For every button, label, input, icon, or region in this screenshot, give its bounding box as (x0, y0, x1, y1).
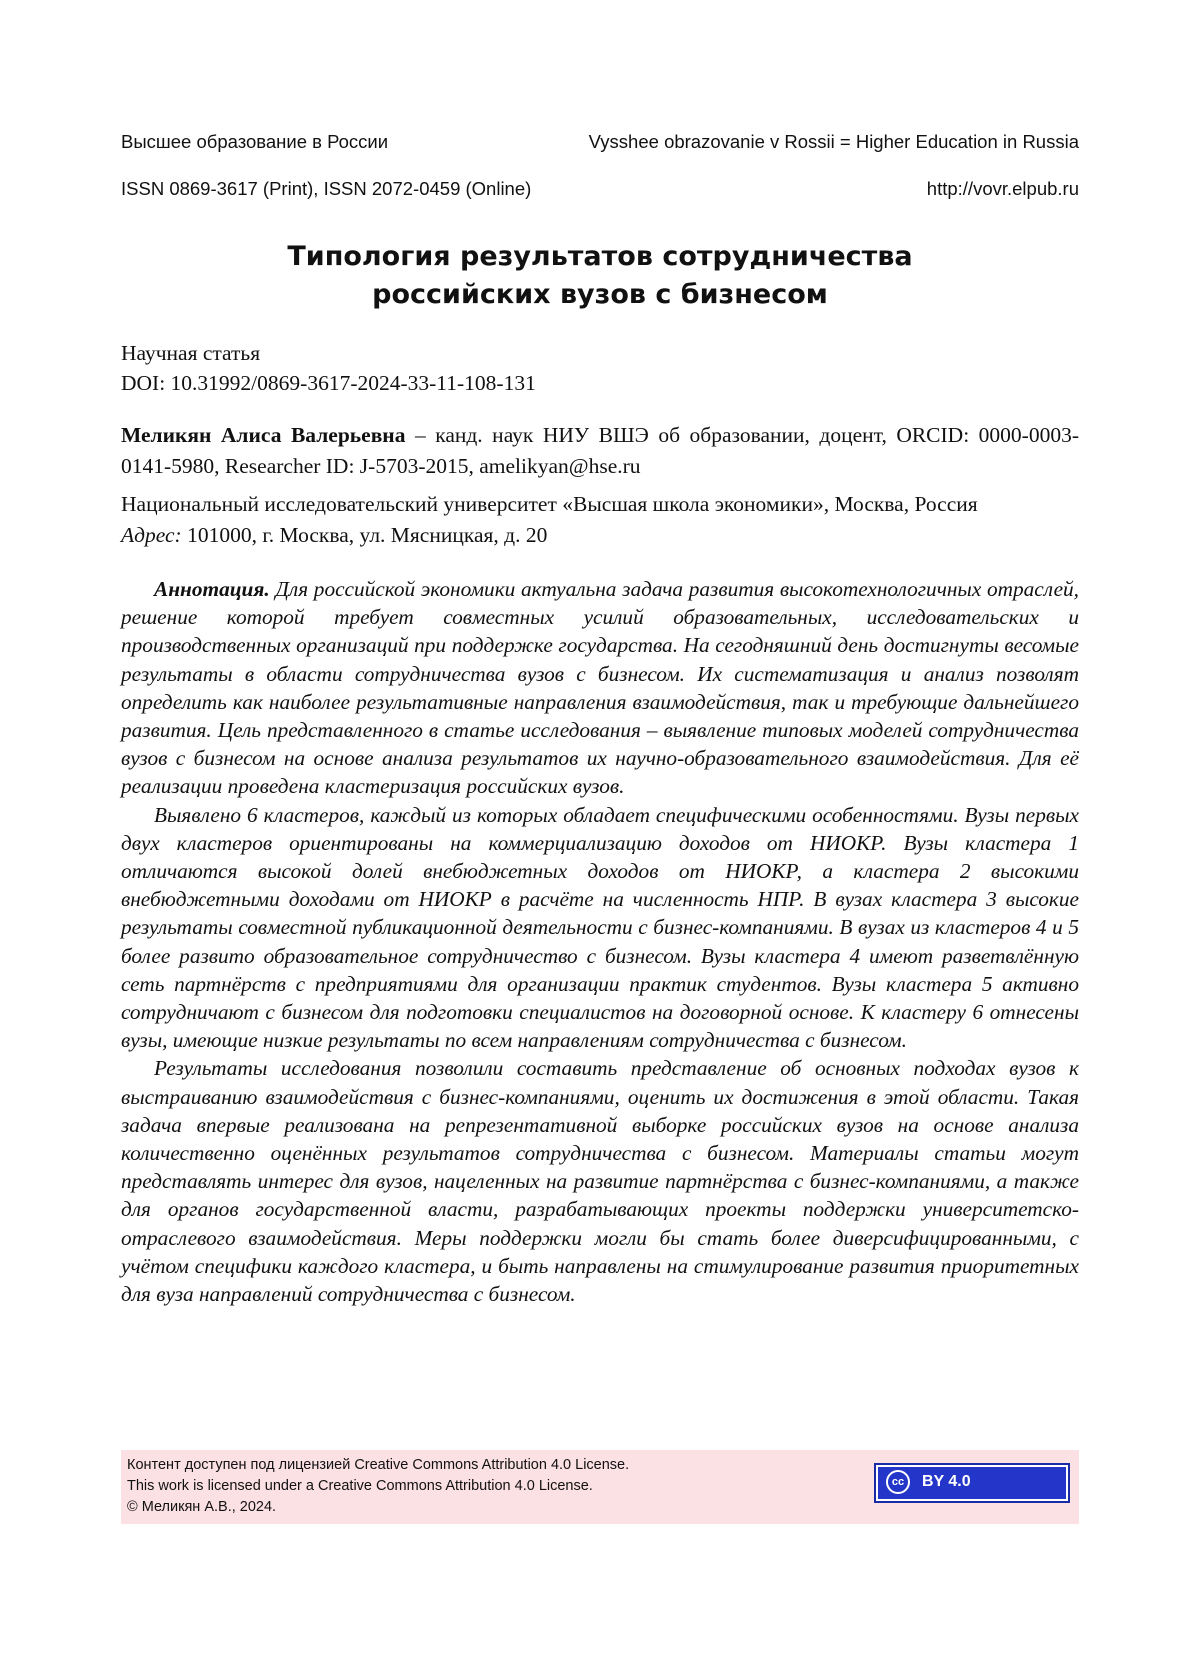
journal-name-ru: Высшее образование в России (121, 131, 389, 152)
cc-logo-icon: cc (886, 1470, 910, 1494)
abstract-paragraph-2: Выявлено 6 кластеров, каждый из которых обладает специфическими особенностями. Вузы первых двух кластеров ориентированы на коммерциализацию доходов от НИОКР. Вузы кластера 1 отличаются высокой долей внебюджетных доходов от НИОКР, а кластера 2 высокими внебюджетными доходами от НИОКР в расчёте на численность НПР. В вузах кластера 3 высокие результаты совместной публикационной деятельности с бизнес-компаниями. В вузах из кластеров 4 и 5 более развито образовательное сотрудничество с бизнесом. Вузы кластера 4 имеют разветвлённую сеть партнёрств с предприятиями для организации практик студентов. Вузы кластера 5 активно сотрудничают с бизнесом для подготовки специалистов на договорной основе. К кластеру 6 отнесены вузы, имеющие низкие результаты по всем направлениям сотрудничества с бизнесом. (121, 802, 1079, 1053)
affiliation: Национальный исследовательский университет «Высшая школа экономики», Москва, Россия (121, 492, 978, 516)
license-text (127, 1455, 629, 1518)
address-line (121, 520, 1079, 551)
abstract-paragraph-1 (121, 575, 1079, 801)
doi: DOI: 10.31992/0869-3617-2024-33-11-108-131 (121, 371, 536, 395)
article-title (121, 238, 1079, 314)
author-name: Меликян Алиса Валерьевна (121, 423, 406, 447)
journal-name-en: Vysshee obrazovanie v Rossii = Higher Education in Russia (588, 131, 1079, 152)
issn-line: ISSN 0869-3617 (Print), ISSN 2072-0459 (Online) (121, 178, 532, 199)
abstract-label: Аннотация. (154, 577, 270, 601)
author-details: – канд. наук НИУ ВШЭ об образовании, доцент, ORCID: 0000-0003-0141-5980, Researcher ID: J-5703-2015, amelikyan@hse.ru (121, 423, 1079, 478)
cc-by-badge[interactable] (874, 1463, 1070, 1503)
abstract (121, 575, 1079, 1308)
license-line-en: This work is licensed under a Creative Commons Attribution 4.0 License. (127, 1478, 593, 1494)
copyright-line: © Меликян А.В., 2024. (127, 1499, 277, 1515)
address-label: Адрес: (121, 523, 182, 547)
license-line-ru: Контент доступен под лицензией Creative Commons Attribution 4.0 License. (127, 1457, 630, 1473)
affiliation-block (121, 489, 1079, 551)
title-line-1: Типология результатов сотрудничества (287, 241, 913, 272)
journal-url[interactable]: http://vovr.elpub.ru (926, 178, 1079, 199)
license-box (121, 1450, 1079, 1524)
title-line-2: российских вузов с бизнесом (372, 279, 828, 310)
address: 101000, г. Москва, ул. Мясницкая, д. 20 (181, 523, 548, 547)
article-meta (121, 338, 1079, 398)
abstract-paragraph-3: Результаты исследования позволили составить представление об основных подходах вузов к выстраиванию взаимодействия с бизнес-компаниями, оценить их достижения в этой области. Такая задача впервые реализована на репрезентативной выборке российских вузов на основе анализа количественно оценённых результатов сотрудничества с бизнесом. Материалы статьи могут представлять интерес для вузов, нацеленных на развитие партнёрства с бизнес-компаниями, а также для органов государственной власти, разрабатывающих проекты поддержки университетско-отраслевого взаимодействия. Меры поддержки могли бы стать более диверсифицированными, с учётом специфики каждого кластера, и быть направлены на стимулирование развития приоритетных для вуза направлений сотрудничества с бизнесом. (121, 1056, 1079, 1307)
author-block (121, 420, 1079, 482)
article-type: Научная статья (121, 341, 261, 365)
cc-badge-inner (878, 1467, 1066, 1499)
cc-badge-label: BY 4.0 (922, 1473, 971, 1490)
abstract-text-1: Для российской экономики актуальна задача развития высокотехнологичных отраслей, решение которой требует совместных усилий образовательных, исследовательских и производственных организаций при поддержке государства. На сегодняшний день достигнуты весомые результаты в области сотрудничества вузов с бизнесом. Их систематизация и анализ позволят определить как наиболее результативные направления взаимодействия, так и требующие дальнейшего развития. Цель представленного в статье исследования – выявление типовых моделей сотрудничества вузов с бизнесом на основе анализа результатов их научно-образовательного взаимодействия. Для её реализации проведена кластеризация российских вузов. (121, 577, 1079, 799)
